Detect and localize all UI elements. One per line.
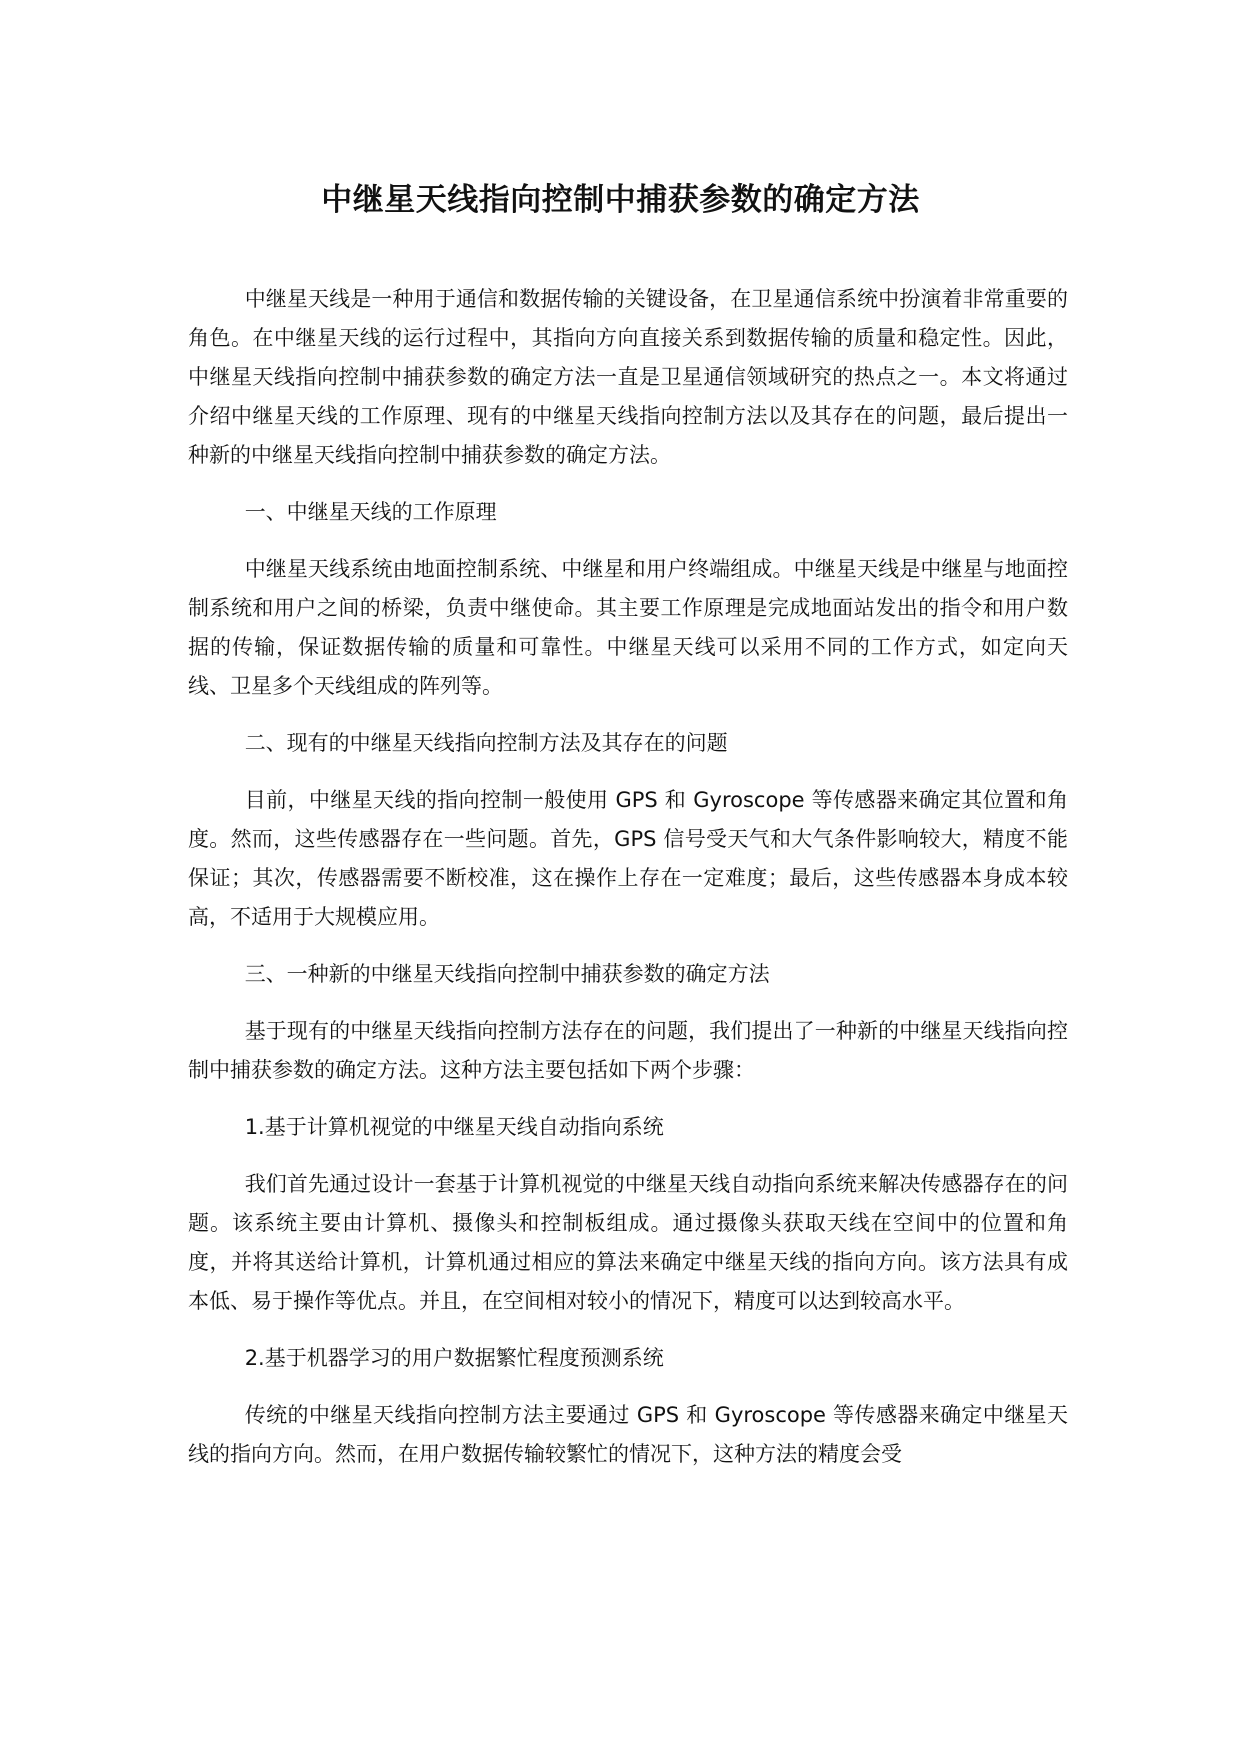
intro-paragraph: 中继星天线是一种用于通信和数据传输的关键设备，在卫星通信系统中扮演着非常重要的角色。在中继星天线的运行过程中，其指向方向直接关系到数据传输的质量和稳定性。因此，中继星天线指向控制中捕获参数的确定方法一直是卫星通信领域研究的热点之一。本文将通过介绍中继星天线的工作原理、现有的中继星天线指向控制方法以及其存在的问题，最后提出一种新的中继星天线指向控制中捕获参数的确定方法。 [188, 287, 1068, 467]
section-heading-3: 三、一种新的中继星天线指向控制中捕获参数的确定方法 [244, 962, 770, 986]
subsection-1-paragraph: 我们首先通过设计一套基于计算机视觉的中继星天线自动指向系统来解决传感器存在的问题。该系统主要由计算机、摄像头和控制板组成。通过摄像头获取天线在空间中的位置和角度，并将其送给计算机，计算机通过相应的算法来确定中继星天线的指向方向。该方法具有成本低、易于操作等优点。并且，在空间相对较小的情况下，精度可以达到较高水平。 [188, 1172, 1068, 1313]
section-2-paragraph: 目前，中继星天线的指向控制一般使用 GPS 和 Gyroscope 等传感器来确定其位置和角度。然而，这些传感器存在一些问题。首先，GPS 信号受天气和大气条件影响较大，精度不能保证；其次，传感器需要不断校准，这在操作上存在一定难度；最后，这些传感器本身成本较高，不适用于大规模应用。 [188, 788, 1068, 929]
subsection-heading-2: 2.基于机器学习的用户数据繁忙程度预测系统 [244, 1346, 664, 1370]
document-body [188, 280, 1068, 1492]
subsection-2-paragraph: 传统的中继星天线指向控制方法主要通过 GPS 和 Gyroscope 等传感器来确定中继星天线的指向方向。然而，在用户数据传输较繁忙的情况下，这种方法的精度会受 [188, 1403, 1068, 1466]
section-heading-1: 一、中继星天线的工作原理 [244, 500, 497, 524]
section-1-paragraph: 中继星天线系统由地面控制系统、中继星和用户终端组成。中继星天线是中继星与地面控制系统和用户之间的桥梁，负责中继使命。其主要工作原理是完成地面站发出的指令和用户数据的传输，保证数据传输的质量和可靠性。中继星天线可以采用不同的工作方式，如定向天线、卫星多个天线组成的阵列等。 [188, 557, 1068, 698]
subsection-heading-1: 1.基于计算机视觉的中继星天线自动指向系统 [244, 1115, 664, 1139]
section-3-paragraph: 基于现有的中继星天线指向控制方法存在的问题，我们提出了一种新的中继星天线指向控制中捕获参数的确定方法。这种方法主要包括如下两个步骤： [188, 1019, 1068, 1082]
document-title: 中继星天线指向控制中捕获参数的确定方法 [321, 182, 920, 218]
section-heading-2: 二、现有的中继星天线指向控制方法及其存在的问题 [244, 731, 728, 755]
